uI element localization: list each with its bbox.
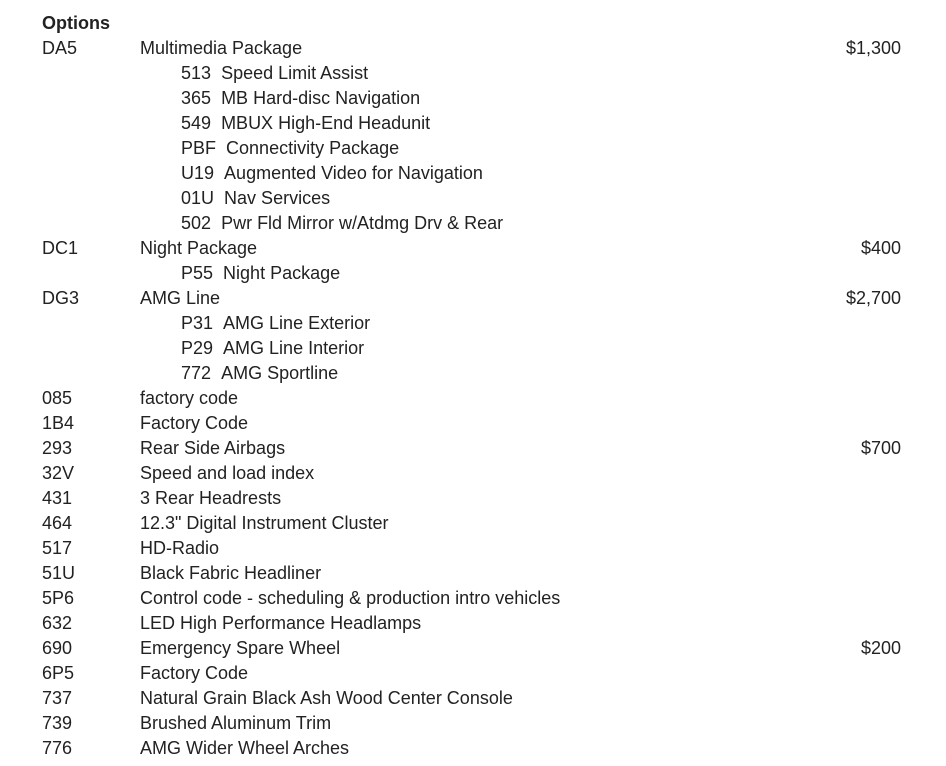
option-price: $1,300 bbox=[845, 38, 901, 58]
option-code: DG3 bbox=[42, 288, 80, 308]
option-row bbox=[0, 736, 946, 761]
option-code: 431 bbox=[42, 488, 73, 508]
option-row bbox=[0, 511, 946, 536]
option-code: 690 bbox=[42, 638, 73, 658]
option-description: HD-Radio bbox=[140, 538, 220, 558]
sub-option-description: MB Hard-disc Navigation bbox=[221, 88, 421, 108]
sub-option-code: 513 bbox=[181, 63, 212, 83]
sub-option-code: P29 bbox=[181, 338, 214, 358]
option-price: $2,700 bbox=[845, 288, 901, 308]
sub-option-description: Augmented Video for Navigation bbox=[224, 163, 483, 183]
sub-option-description: AMG Line Exterior bbox=[223, 313, 371, 333]
sub-option-description: AMG Line Interior bbox=[223, 338, 365, 358]
sub-option-description: AMG Sportline bbox=[221, 363, 339, 383]
option-row bbox=[0, 686, 946, 711]
sub-option-row bbox=[0, 311, 946, 336]
sub-option-code: U19 bbox=[181, 163, 215, 183]
sub-option-code: P31 bbox=[181, 313, 214, 333]
option-description: Speed and load index bbox=[140, 463, 315, 483]
option-row bbox=[0, 386, 946, 411]
sub-option-code: 365 bbox=[181, 88, 212, 108]
option-price: $700 bbox=[860, 438, 901, 458]
option-code: 32V bbox=[42, 463, 75, 483]
option-description: AMG Wider Wheel Arches bbox=[140, 738, 350, 758]
option-description: Factory Code bbox=[140, 413, 249, 433]
option-price: $200 bbox=[860, 638, 901, 658]
option-row bbox=[0, 636, 946, 661]
option-code: 1B4 bbox=[42, 413, 75, 433]
option-row bbox=[0, 711, 946, 736]
sub-option-code: 502 bbox=[181, 213, 212, 233]
option-description: Brushed Aluminum Trim bbox=[140, 713, 332, 733]
sub-option-row bbox=[0, 61, 946, 86]
option-row bbox=[0, 586, 946, 611]
sub-option-row bbox=[0, 361, 946, 386]
sub-option-code: 772 bbox=[181, 363, 212, 383]
option-code: 464 bbox=[42, 513, 73, 533]
sub-option-row bbox=[0, 86, 946, 111]
sub-option bbox=[181, 311, 370, 336]
sub-option bbox=[181, 61, 368, 86]
option-row bbox=[0, 486, 946, 511]
option-description: Multimedia Package bbox=[140, 38, 303, 58]
option-row bbox=[0, 436, 946, 461]
sub-option-description: Nav Services bbox=[224, 188, 331, 208]
option-code: 632 bbox=[42, 613, 73, 633]
sub-option-row bbox=[0, 136, 946, 161]
option-code: 737 bbox=[42, 688, 73, 708]
sub-option-row bbox=[0, 186, 946, 211]
option-description: 3 Rear Headrests bbox=[140, 488, 282, 508]
sub-option-row bbox=[0, 211, 946, 236]
option-description: Control code - scheduling & production intro vehicles bbox=[140, 588, 561, 608]
option-row bbox=[0, 236, 946, 261]
sub-option bbox=[181, 186, 330, 211]
sub-option bbox=[181, 136, 399, 161]
sub-option-code: P55 bbox=[181, 263, 214, 283]
option-code: 739 bbox=[42, 713, 73, 733]
option-description: Factory Code bbox=[140, 663, 249, 683]
option-row bbox=[0, 611, 946, 636]
option-code: 5P6 bbox=[42, 588, 75, 608]
option-row bbox=[0, 286, 946, 311]
option-description: Emergency Spare Wheel bbox=[140, 638, 341, 658]
sub-option-description: Pwr Fld Mirror w/Atdmg Drv & Rear bbox=[221, 213, 504, 233]
sub-option-row bbox=[0, 261, 946, 286]
sub-option-row bbox=[0, 336, 946, 361]
option-code: 293 bbox=[42, 438, 73, 458]
sub-option bbox=[181, 211, 503, 236]
option-row bbox=[0, 561, 946, 586]
option-code: DC1 bbox=[42, 238, 79, 258]
sub-option-code: 549 bbox=[181, 113, 212, 133]
option-row bbox=[0, 461, 946, 486]
sub-option bbox=[181, 111, 430, 136]
option-row bbox=[0, 411, 946, 436]
sub-option-description: Night Package bbox=[223, 263, 341, 283]
sub-option bbox=[181, 336, 364, 361]
sub-option bbox=[181, 86, 420, 111]
option-code: 51U bbox=[42, 563, 76, 583]
sub-option-code: 01U bbox=[181, 188, 215, 208]
sub-option-row bbox=[0, 111, 946, 136]
option-row bbox=[0, 36, 946, 61]
option-code: 776 bbox=[42, 738, 73, 758]
option-row bbox=[0, 536, 946, 561]
options-heading: Options bbox=[42, 13, 110, 33]
options-list bbox=[0, 36, 946, 761]
option-code: 6P5 bbox=[42, 663, 75, 683]
option-description: Rear Side Airbags bbox=[140, 438, 286, 458]
option-description: LED High Performance Headlamps bbox=[140, 613, 422, 633]
option-description: factory code bbox=[140, 388, 239, 408]
option-code: DA5 bbox=[42, 38, 78, 58]
sub-option-description: Speed Limit Assist bbox=[221, 63, 369, 83]
sub-option-description: Connectivity Package bbox=[226, 138, 400, 158]
sub-option bbox=[181, 361, 338, 386]
option-price: $400 bbox=[860, 238, 901, 258]
sub-option-code: PBF bbox=[181, 138, 217, 158]
option-description: Black Fabric Headliner bbox=[140, 563, 322, 583]
sub-option-description: MBUX High-End Headunit bbox=[221, 113, 431, 133]
option-description: Night Package bbox=[140, 238, 258, 258]
sub-option-row bbox=[0, 161, 946, 186]
option-description: Natural Grain Black Ash Wood Center Console bbox=[140, 688, 513, 708]
sub-option bbox=[181, 161, 483, 186]
option-row bbox=[0, 661, 946, 686]
option-description: AMG Line bbox=[140, 288, 221, 308]
option-description: 12.3" Digital Instrument Cluster bbox=[140, 513, 389, 533]
option-code: 517 bbox=[42, 538, 73, 558]
option-code: 085 bbox=[42, 388, 73, 408]
sub-option bbox=[181, 261, 340, 286]
